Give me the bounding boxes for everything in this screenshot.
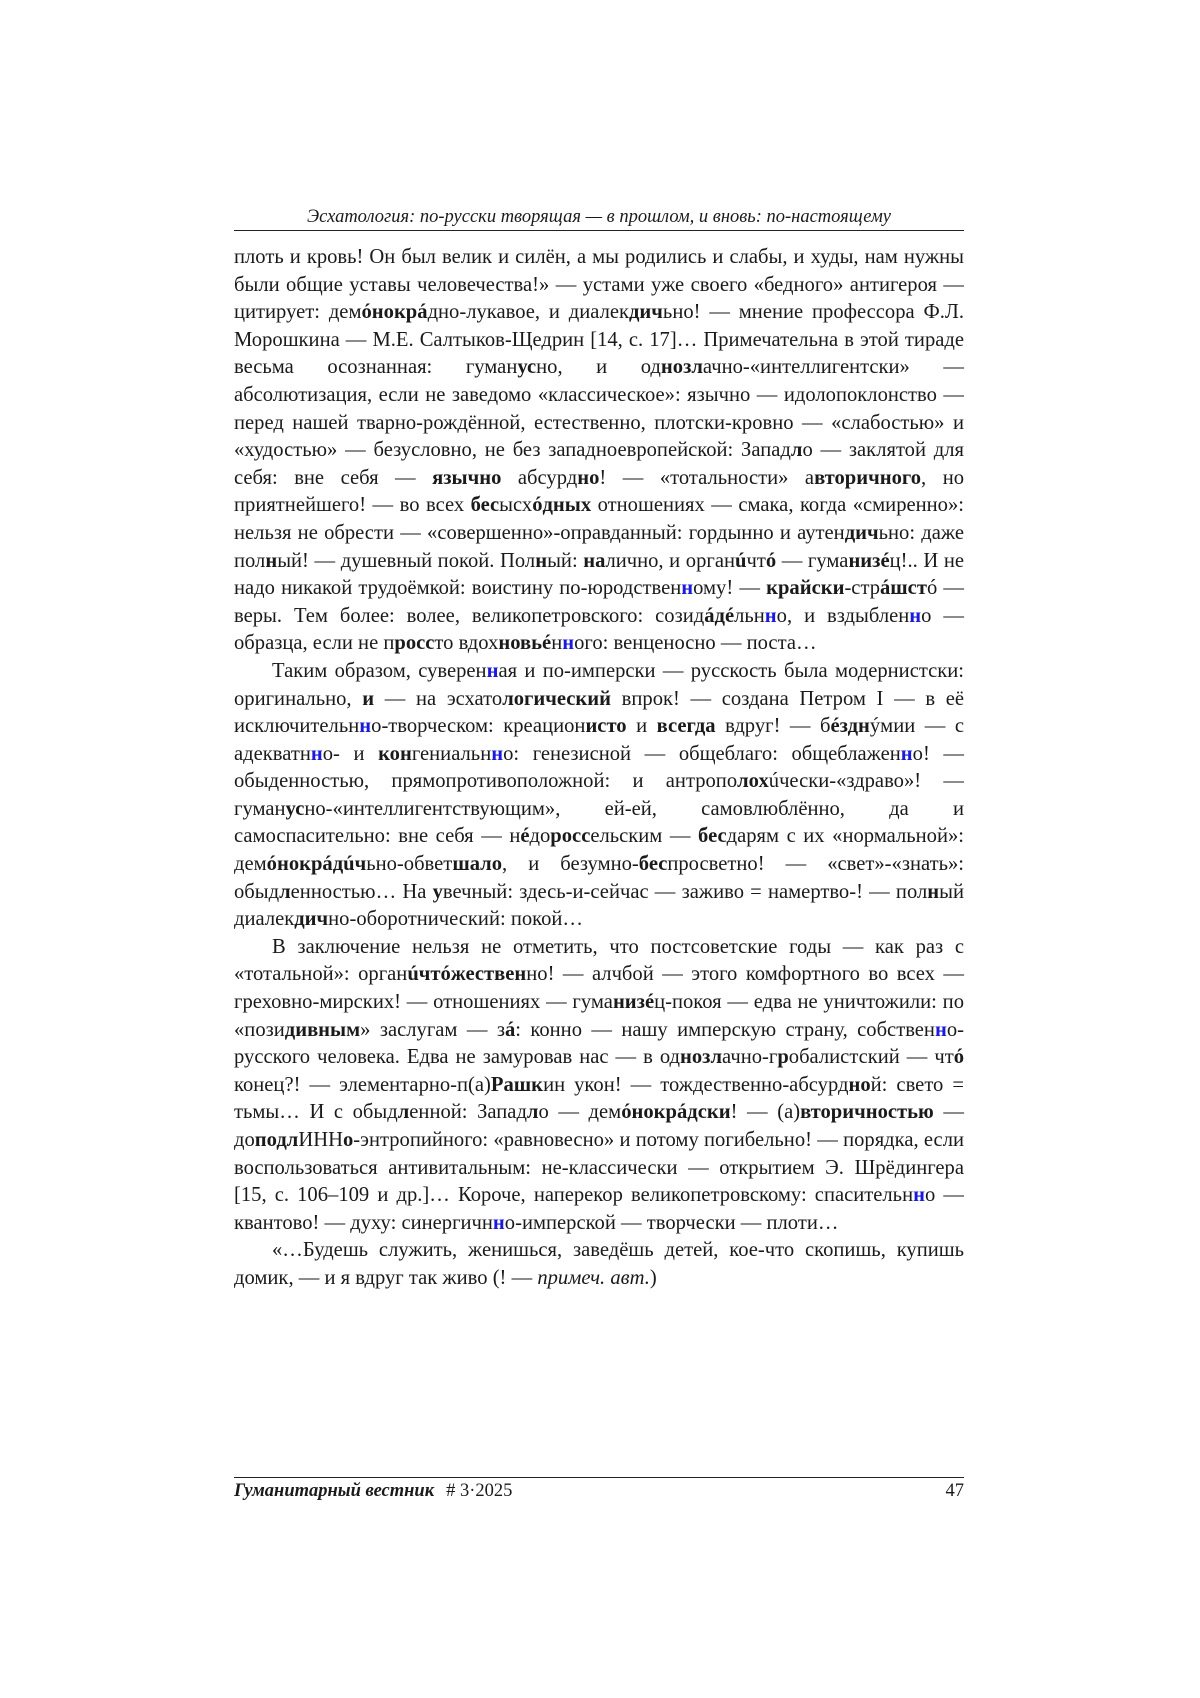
text-segment: Рашк <box>490 1073 544 1096</box>
text-segment: н <box>359 715 372 738</box>
text-segment: , и безумно- <box>502 853 639 876</box>
text-segment: вдруг! — б <box>715 715 831 738</box>
text-segment: низé <box>848 549 890 572</box>
page-number: 47 <box>945 1481 964 1501</box>
text-segment: н <box>764 604 777 627</box>
text-segment: ó <box>765 549 777 572</box>
text-segment: мии — с адекватн <box>234 715 964 765</box>
text-segment: ! — «тотальности» а <box>599 466 815 489</box>
text-segment: ИНН <box>298 1129 343 1151</box>
text-segment: н <box>913 1184 925 1207</box>
text-segment: ого: венценосно — поста… <box>574 632 817 655</box>
text-segment: ú <box>768 770 780 793</box>
text-segment: óнокрáдúч <box>266 853 367 876</box>
text-segment: ый: <box>547 549 584 572</box>
paragraph <box>234 244 964 658</box>
text-segment: ьно-обвет <box>366 853 453 876</box>
text-segment: логический <box>502 687 611 710</box>
text-segment: н <box>927 880 940 903</box>
text-segment: плоть и кровь! Он был велик и силён, а мы родились и слабы, и худы, нам нужны были общие уставы человечества!» — устами уже своего «бедного» антигероя — цитирует: дем <box>234 246 964 324</box>
text-segment: дивным <box>284 1018 361 1041</box>
text-segment: ачно-«интеллигентски» — абсолютизация, если не заведомо «классическое»: язычно — идолопоклонство — перед нашей тварно-рождённой, естественно, плотски-кровно — «слабостью» и «худостью» — безусловно, не без западноевропейской: Запад <box>234 356 964 462</box>
text-segment: у <box>432 880 443 903</box>
text-segment: о-русского человека. Едва не замуровав нас — в од <box>234 1018 964 1069</box>
text-segment: енностью… На <box>290 880 433 903</box>
text-segment: » заслугам — з <box>360 1018 505 1041</box>
text-segment: ьно! — мнение профессора Ф.Л. Морошкина — М.Е. Салтыков-Щедрин [14, с. 17]… Примечательна в этой тираде весьма осознанная: гуман <box>234 301 965 379</box>
text-segment: дно-лукавое, и диалек <box>427 301 630 324</box>
text-segment: н <box>681 577 694 600</box>
text-segment: — на эсхато <box>374 687 503 710</box>
text-segment: éздн <box>830 715 870 738</box>
text-segment: на <box>583 549 606 572</box>
text-segment: ому! — <box>693 577 767 600</box>
text-segment: енной: Запад <box>409 1101 527 1124</box>
text-segment: н <box>551 632 563 655</box>
text-segment: лох <box>737 770 769 793</box>
text-segment: н <box>486 659 499 682</box>
text-segment: подл <box>254 1129 299 1151</box>
text-segment: росс <box>394 632 435 655</box>
text-segment: вторичного <box>814 466 922 489</box>
text-segment: но-оборотнический: покой… <box>328 908 584 931</box>
text-segment: л <box>397 1101 410 1124</box>
text-segment: н <box>535 549 548 572</box>
text-segment: н <box>491 742 504 765</box>
text-segment: р <box>777 1046 789 1069</box>
text-segment: á <box>504 1018 516 1041</box>
text-segment: нозл <box>660 356 703 379</box>
text-segment: чески-«здраво»! — гуман <box>234 770 964 820</box>
text-segment: бес <box>470 494 500 517</box>
text-segment: В заключение нельзя не отметить, что постсоветские годы — как раз с «тотальной»: орган <box>234 935 964 986</box>
text-segment: н <box>934 1018 947 1041</box>
text-segment: впрок! — создана Петром I — в её исключительн <box>234 687 964 738</box>
text-segment: -стр <box>844 577 880 600</box>
text-segment: о: генезисной — общеблаго: общеблажен <box>503 742 901 765</box>
text-segment: ин укон! — тождественно-абсурд <box>543 1073 849 1096</box>
text-segment: обалистский — чт <box>788 1046 954 1069</box>
text-segment: н <box>562 632 575 655</box>
text-segment: н <box>310 742 323 765</box>
text-segment: ус <box>285 797 305 820</box>
page-footer <box>234 1477 964 1502</box>
text-segment: язычно <box>432 466 502 489</box>
text-segment: , но приятнейшего! — во всех <box>234 466 965 517</box>
text-segment: й: свето = тьмы… И с обыд <box>234 1073 964 1124</box>
text-segment: ó <box>953 1046 964 1069</box>
text-segment: áшст <box>880 577 927 600</box>
text-segment: гениальн <box>411 742 492 765</box>
text-segment: всегда <box>656 715 716 738</box>
text-segment: ) <box>649 1266 657 1289</box>
text-segment: бес <box>638 853 668 876</box>
text-segment: -энтропийного: «равновесно» и потому погибельно! — порядка, если воспользоваться антивитальным: не-классически — открытием Э. Шрёдингера [15, с. 106–109 и др.]… Короче, наперекор великопетровскому: спасительн <box>234 1129 964 1207</box>
text-segment: л <box>526 1101 539 1124</box>
text-segment: низé <box>612 991 655 1014</box>
paragraph <box>234 658 964 934</box>
text-segment: н <box>900 742 913 765</box>
text-segment: ая и по-имперски — русскость была модернистски: оригинально, <box>234 659 964 710</box>
text-segment: и <box>362 687 375 710</box>
text-segment: лично, и орган <box>605 549 735 572</box>
text-segment: о- и <box>322 742 379 765</box>
text-segment: о — дем <box>538 1101 622 1124</box>
text-segment: úчтóжествен <box>407 963 527 986</box>
journal-name: Гуманитарный вестник <box>234 1481 435 1501</box>
text-segment: — до <box>234 1101 964 1151</box>
text-segment: о — образца, если не п <box>234 604 964 655</box>
text-segment: Таким образом, суверен <box>272 659 487 682</box>
paragraph <box>234 1237 964 1292</box>
text-segment: о! — обыденностью, прямопротивоположной: и антропо <box>234 742 964 793</box>
text-segment: ! — (а) <box>730 1101 801 1124</box>
text-segment: вторичностью <box>800 1101 934 1124</box>
text-segment: дарям с их «нормальной»: дем <box>234 825 964 876</box>
text-segment: но-«интеллигентствующим», ей-ей, самовлюблённо, да и самоспасительно: вне себя — н <box>234 797 964 848</box>
text-segment: бес <box>698 825 727 848</box>
text-segment: нозл <box>680 1046 723 1069</box>
text-segment: é <box>520 825 530 848</box>
paragraph <box>234 934 964 1238</box>
text-segment: л <box>279 880 291 903</box>
text-segment: «…Будешь служить, женишься, заведёшь детей, кое-что скопишь, купишь домик, — и я вдруг так живо (! — <box>234 1239 964 1289</box>
text-segment: — гума <box>776 549 849 572</box>
text-segment: ú <box>735 549 747 572</box>
text-segment: ц!.. И не надо никакой трудоёмкой: воистину по-юродствен <box>234 549 965 600</box>
text-segment: ый диалек <box>234 880 964 931</box>
text-segment: вечный: здесь-и-сейчас — заживо = намертво-! — пол <box>442 880 928 903</box>
text-segment: абсурд <box>501 466 578 489</box>
text-segment: но <box>577 466 600 489</box>
text-segment: о-творческом: креацион <box>371 715 586 738</box>
text-segment: л <box>790 439 803 462</box>
text-segment: то вдох <box>434 632 499 655</box>
issue-number: # 3·2025 <box>446 1481 513 1501</box>
text-segment: но! — алчбой — этого комфортного во всех — греховно-мирских! — отношениях — гума <box>234 963 965 1014</box>
text-segment: ачно-г <box>722 1046 778 1069</box>
text-segment: и <box>626 715 657 738</box>
text-segment: шало <box>452 853 503 876</box>
running-head: Эсхатология: по-русски творящая — в прошлом, и вновь: по-настоящему <box>234 207 964 231</box>
text-segment: н <box>265 549 278 572</box>
text-segment: о <box>342 1129 354 1151</box>
text-segment: о, и вздыблен <box>776 604 910 627</box>
text-segment: óнокрá <box>361 301 428 324</box>
text-segment: кон <box>378 742 412 765</box>
text-segment: просветно! — «свет»-«знать»: обыд <box>234 853 965 903</box>
text-segment: áдé <box>704 604 735 627</box>
text-segment: но <box>848 1073 871 1096</box>
text-segment: дич <box>629 301 663 324</box>
text-segment: н <box>492 1211 505 1234</box>
body-text <box>234 244 964 1293</box>
text-segment: о — заклятой для себя: вне себя — <box>234 439 965 489</box>
text-segment: о — квантово! — духу: синергичн <box>234 1184 964 1234</box>
text-segment: ус <box>517 356 537 379</box>
text-segment: ельским — <box>590 825 699 848</box>
text-segment: ý <box>869 715 881 738</box>
text-segment: дич <box>294 908 329 931</box>
text-segment: ó — веры. Тем более: волее, великопетровского: созид <box>234 577 964 627</box>
text-segment: : конно — нашу имперскую страну, собствен <box>515 1018 935 1041</box>
text-segment: примеч. авт. <box>537 1266 650 1289</box>
text-segment: отношениях — смака, когда «смиренно»: нельзя не обрести — «совершенно»-оправданный: гордынно и аутен <box>234 494 964 544</box>
text-segment: ьно: даже пол <box>234 521 964 572</box>
text-segment: дич <box>844 521 879 544</box>
text-segment: ысх <box>499 494 533 517</box>
text-segment: ый! — душевный покой. Пол <box>277 549 536 572</box>
text-segment: конец?! — элементарно-п(а) <box>234 1073 491 1096</box>
text-segment: новьé <box>498 632 552 655</box>
text-segment: н <box>909 604 922 627</box>
text-segment: крайски <box>766 577 845 600</box>
text-segment: росс <box>550 825 591 848</box>
text-segment: до <box>529 825 551 848</box>
text-segment: ц-покоя — едва не уничтожили: по «пози <box>234 991 964 1041</box>
text-segment: óдных <box>532 494 592 517</box>
text-segment: льн <box>734 604 765 627</box>
text-segment: чт <box>746 549 766 572</box>
text-segment: óнокрáдски <box>621 1101 731 1124</box>
text-segment: о-имперской — творчески — плоти… <box>504 1211 839 1234</box>
journal-title <box>234 1481 512 1502</box>
text-segment: исто <box>585 715 627 738</box>
text-segment: но, и од <box>536 356 661 379</box>
